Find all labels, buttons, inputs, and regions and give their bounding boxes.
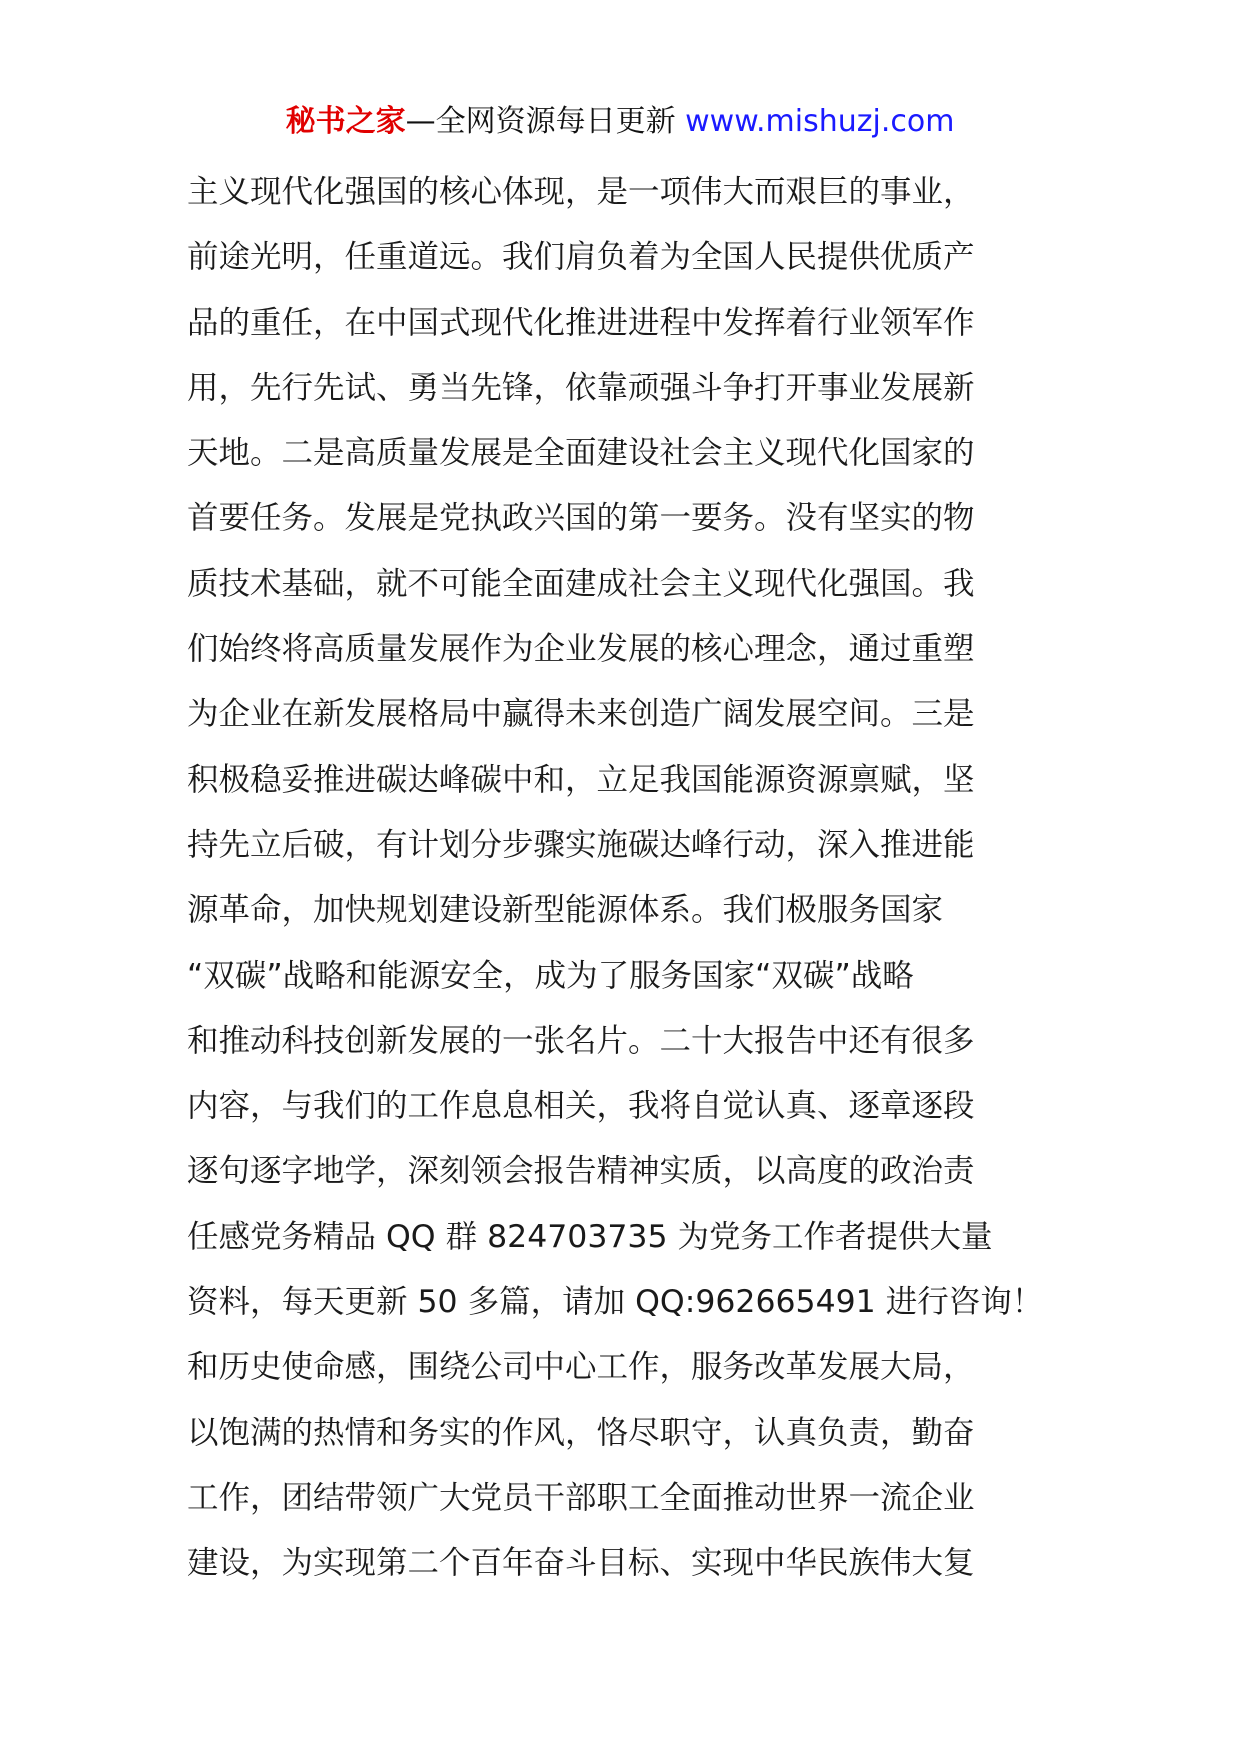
site-slogan: —全网资源每日更新 — [405, 104, 676, 139]
text-line: 内容，与我们的工作息息相关，我将自觉认真、逐章逐段 — [187, 1088, 975, 1125]
text-line: 以饱满的热情和务实的作风，恪尽职守，认真负责，勤奋 — [187, 1414, 975, 1451]
text-line: 逐句逐字地学，深刻领会报告精神实质，以高度的政治责 — [187, 1153, 975, 1190]
text-line: “双碳”战略和能源安全，成为了服务国家“双碳”战略 — [187, 957, 914, 994]
text-line: 天地。二是高质量发展是全面建设社会主义现代化国家的 — [187, 435, 975, 472]
document-body — [187, 160, 1087, 1597]
text-line: 为企业在新发展格局中赢得未来创造广阔发展空间。三是 — [187, 696, 975, 733]
text-line: 主义现代化强国的核心体现，是一项伟大而艰巨的事业， — [187, 174, 975, 210]
site-url-link[interactable]: www.mishuzj.com — [685, 104, 955, 139]
text-line: 持先立后破，有计划分步骤实施碳达峰行动，深入推进能 — [187, 826, 975, 863]
brand-name: 秘书之家 — [285, 104, 406, 139]
text-line: 品的重任，在中国式现代化推进进程中发挥着行业领军作 — [187, 304, 975, 341]
text-line: 质技术基础，就不可能全面建成社会主义现代化强国。我 — [187, 565, 975, 602]
text-line: 前途光明，任重道远。我们肩负着为全国人民提供优质产 — [187, 239, 975, 276]
text-line: 和历史使命感，围绕公司中心工作，服务改革发展大局， — [187, 1349, 975, 1386]
text-line: 积极稳妥推进碳达峰碳中和，立足我国能源资源禀赋，坚 — [187, 761, 975, 798]
text-line: 用，先行先试、勇当先锋，依靠顽强斗争打开事业发展新 — [187, 369, 975, 406]
text-line: 源革命，加快规划建设新型能源体系。我们极服务国家 — [187, 892, 944, 929]
text-line: 和推动科技创新发展的一张名片。二十大报告中还有很多 — [187, 1022, 975, 1059]
text-line: 们始终将高质量发展作为企业发展的核心理念，通过重塑 — [187, 631, 975, 668]
text-line: 资料，每天更新 50 多篇，请加 QQ:962665491 进行咨询！ — [187, 1284, 1044, 1321]
text-line: 建设，为实现第二个百年奋斗目标、实现中华民族伟大复 — [187, 1545, 975, 1582]
site-header — [0, 102, 1240, 142]
text-line: 工作，团结带领广大党员干部职工全面推动世界一流企业 — [187, 1479, 975, 1516]
text-line: 首要任务。发展是党执政兴国的第一要务。没有坚实的物 — [187, 500, 975, 537]
text-line: 任感党务精品 QQ 群 824703735 为党务工作者提供大量 — [187, 1218, 993, 1255]
